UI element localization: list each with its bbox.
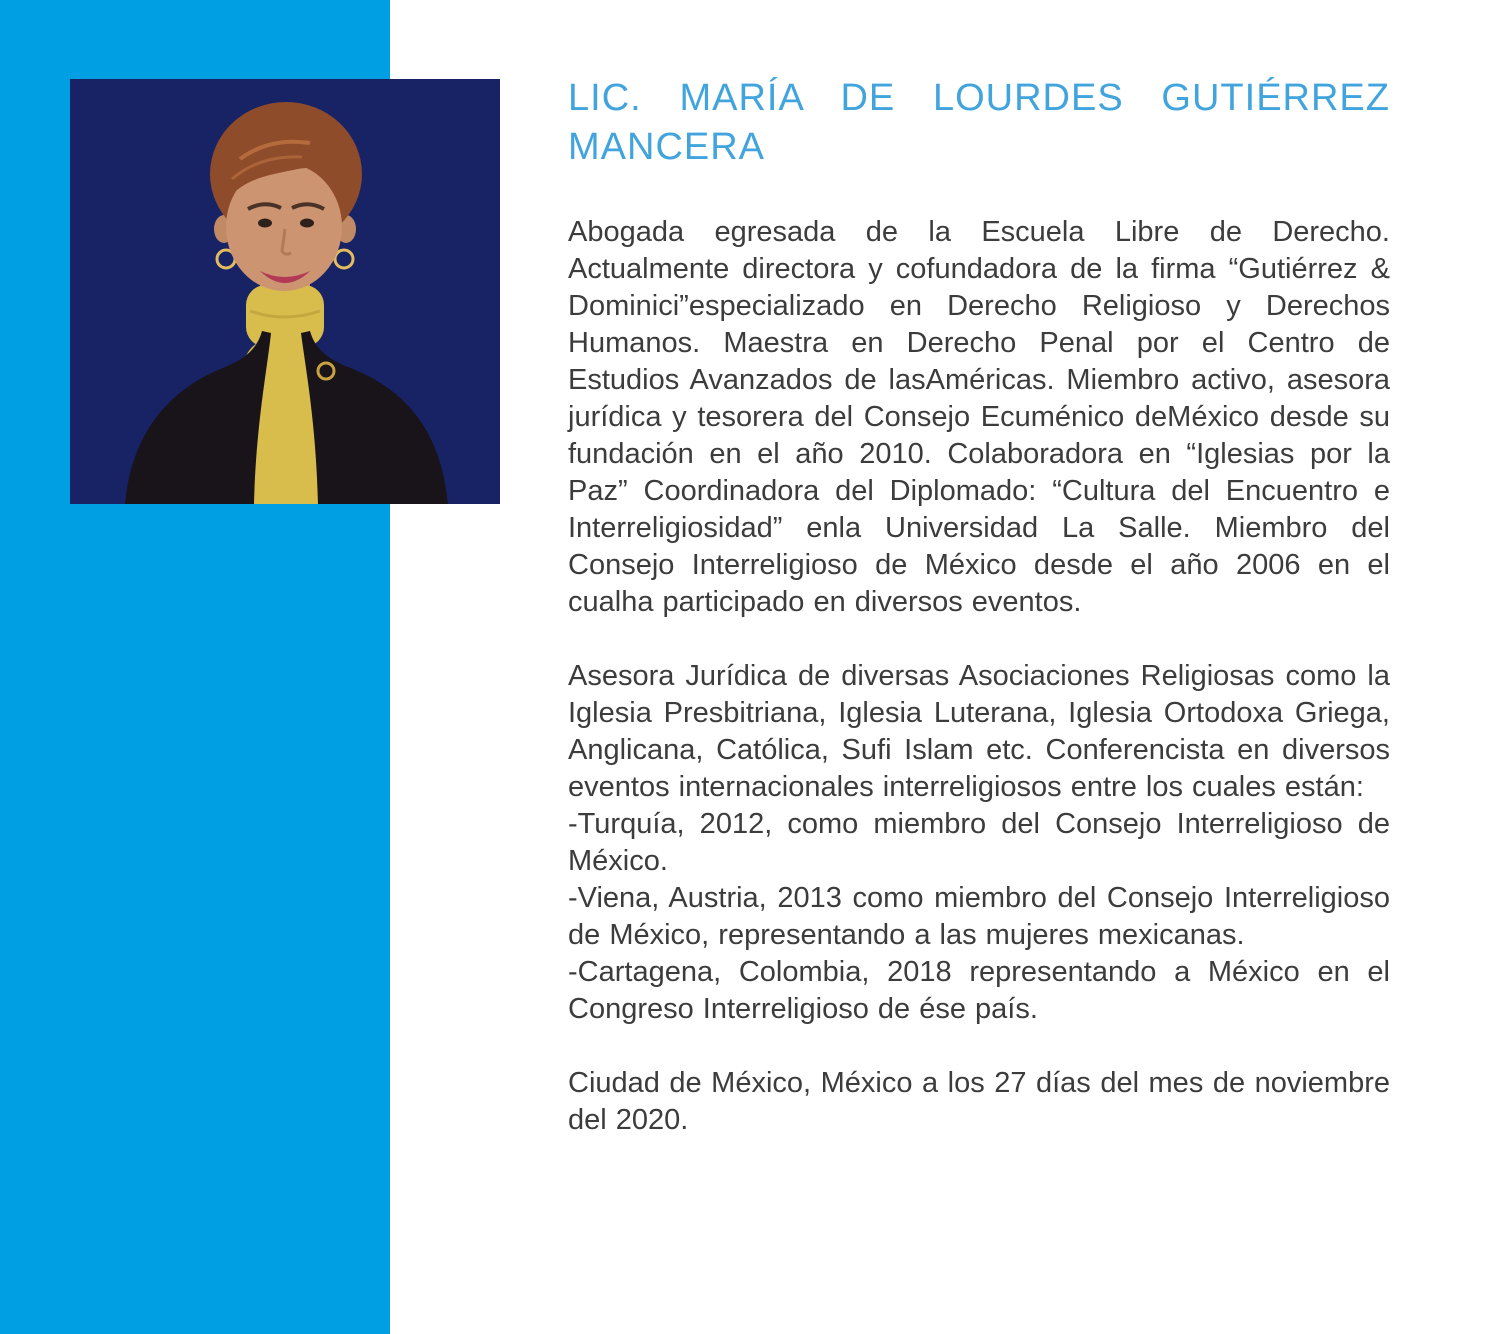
event-item-turquia: -Turquía, 2012, como miembro del Consejo Interreligioso de México. (568, 808, 1390, 877)
bio-content (568, 74, 1390, 1139)
page-title (568, 74, 1390, 172)
bio-paragraph-2-intro: Asesora Jurídica de diversas Asociaciones Religiosas como la Iglesia Presbitriana, Iglesia Luterana, Iglesia Ortodoxa Griega, Anglicana, Católica, Sufi Islam etc. Conferencista en diversos eventos internacionales interreligiosos entre los cuales están: (568, 660, 1390, 803)
events-list (568, 806, 1390, 1028)
portrait-illustration (70, 79, 500, 504)
closing-date-line: Ciudad de México, México a los 27 días del mes de noviembre del 2020. (568, 1067, 1390, 1136)
event-item-cartagena: -Cartagena, Colombia, 2018 representando a México en el Congreso Interreligioso de ése país. (568, 956, 1390, 1025)
bio-paragraph-1: Abogada egresada de la Escuela Libre de Derecho. Actualmente directora y cofundadora de la firma “Gutiérrez & Dominici”especializado en Derecho Religioso y Derechos Humanos. Maestra en Derecho Penal por el Centro de Estudios Avanzados de lasAméricas. Miembro activo, asesora jurídica y tesorera del Consejo Ecuménico deMéxico desde su fundación en el año 2010. Colaboradora en “Iglesias por la Paz” Coordinadora del Diplomado: “Cultura del Encuentro e Interreligiosidad” enla Universidad La Salle. Miembro del Consejo Interreligioso de México desde el año 2006 en el cualha participado en diversos eventos. (568, 216, 1390, 618)
profile-photo (70, 79, 500, 504)
event-item-viena: -Viena, Austria, 2013 como miembro del Consejo Interreligioso de México, representando a las mujeres mexicanas. (568, 882, 1390, 951)
page-title-line-2: MANCERA (568, 126, 766, 168)
page-title-line-1: LIC. MARÍA DE LOURDES GUTIÉRREZ (568, 77, 1390, 119)
